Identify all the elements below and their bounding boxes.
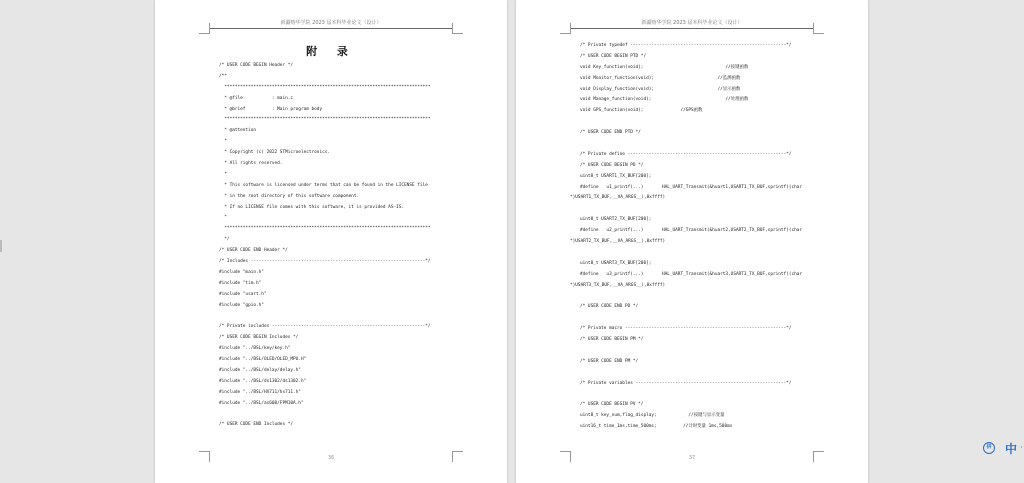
code-line: * [219,139,227,145]
header-rule [209,28,453,29]
code-line: uint16_t time_1ms,time_500ms; //计时变量 1ms,500ms [580,424,733,430]
code-listing [570,41,828,433]
code-line: void Display_function(void); //显示函数 [580,86,741,92]
window-edge-marker [0,240,2,252]
code-line: /* Private variables ---------------------------------------------------------*/ [580,380,792,386]
page-number: 36 [327,455,335,461]
code-line: * Copyright (c) 2022 STMicroelectronics. [219,150,331,156]
code-line: /* Includes ------------------------------------------------------------------*/ [219,259,431,265]
code-line: /* USER CODE END PM */ [580,358,639,364]
code-line: /* USER CODE BEGIN PV */ [580,402,644,408]
code-line: *)USART2_TX_BUF,__VA_ARGS__),0xffff) [570,239,666,245]
code-line: *)USART3_TX_BUF,__VA_ARGS__),0xffff) [570,282,666,288]
code-line: void Key_function(void); //按键函数 [580,64,749,70]
code-line: * in the root directory of this software component. [219,193,360,199]
code-line: ****************************************************************************** [219,117,431,123]
code-line [580,390,828,401]
code-line: void Monitor_function(void); //监测函数 [580,75,741,81]
code-line: #include "gpio.h" [219,302,264,308]
code-line [580,368,828,379]
code-line: * [219,215,227,221]
crop-mark [452,23,463,34]
code-line: #include "../BSL/as608/FPM10A.h" [219,400,304,406]
code-line: /* Private macro -------------------------------------------------------------*/ [580,326,792,332]
page-header: 新疆喀华学院 2023 届本科毕业论文（设计） [280,20,382,26]
code-line: /* Private define ------------------------------------------------------------*/ [580,151,792,157]
ime-mode-dot[interactable]: · [1020,443,1023,452]
code-line: /* USER CODE END PTD */ [580,130,641,136]
code-line: void Manage_function(void); //处理函数 [580,97,749,103]
code-line: #include "main.h" [219,269,264,275]
code-line: uint8_t USART1_TX_BUF[200]; [580,173,652,179]
code-line: #define u2_printf(...) HAL_UART_Transmit(&huart2,USART2_TX_BUF,sprintf((char [580,228,803,234]
document-page-left [155,0,507,483]
code-line [580,248,828,259]
code-line: #define u1_printf(...) HAL_UART_Transmit(&huart1,USART1_TX_BUF,sprintf((char [580,184,803,190]
crop-mark [813,23,824,34]
crop-mark [199,23,210,34]
code-line: /* USER CODE BEGIN PD */ [580,162,644,168]
code-line: /* USER CODE END PD */ [580,304,639,310]
code-line: void GPS_function(void); //GPS函数 [580,108,703,114]
code-line: #include "tim.h" [219,280,262,286]
code-line [580,313,828,324]
code-line: * @file : main.c [219,95,294,101]
code-line: #include "../BSL/HX711/hx711.h" [219,389,301,395]
code-line: #include "../BSL/ds1302/ds1302.h" [219,378,307,384]
crop-mark [560,23,571,34]
code-line: * @brief : Main program body [219,106,323,112]
code-line [580,204,828,215]
document-page-right [516,0,868,483]
code-line [580,117,828,128]
code-line: #define u3_printf(...) HAL_UART_Transmit(&huart3,USART3_TX_BUF,sprintf((char [580,271,803,277]
page-header: 新疆喀华学院 2023 届本科毕业论文（设计） [641,20,743,26]
ime-icon[interactable]: 拼 [983,442,995,454]
code-line: * This software is licensed under terms that can be found in the LICENSE file [219,182,428,188]
header-rule [570,28,814,29]
code-line: #include "../BSL/key/key.h" [219,346,291,352]
ime-language-label[interactable]: 中 [1005,442,1018,456]
code-line: *)USART1_TX_BUF,__VA_ARGS__),0xffff) [570,195,666,201]
code-line: uint8_t key_num,flag_display; //按键与显示变量 [580,413,725,419]
code-listing [219,61,467,431]
page-number: 37 [688,455,696,461]
code-line: * @attention [219,128,257,134]
code-line: #include "../BSL/OLED/OLED_MPU.H" [219,357,307,363]
code-line [219,311,467,322]
code-line: /* USER CODE BEGIN Includes */ [219,335,299,341]
code-line: * [219,171,227,177]
code-line: * All rights reserved. [219,161,283,167]
code-line: /* Private includes ----------------------------------------------------------*/ [219,324,431,330]
code-line: /* USER CODE BEGIN PM */ [580,337,644,343]
code-line: * If no LICENSE file comes with this software, it is provided AS-IS. [219,204,405,210]
code-line [580,139,828,150]
code-line: /* USER CODE END Header */ [219,248,288,254]
code-line: #include "../BSL/delay/delay.h" [219,367,301,373]
code-line: /* Private typedef -----------------------------------------------------------*/ [580,43,792,48]
ime-language-indicator[interactable] [983,441,1024,457]
code-line: ****************************************************************************** [219,226,431,232]
code-line: */ [219,237,230,243]
code-line: /** [219,73,227,79]
code-line: ****************************************************************************** [219,84,431,90]
code-line: uint8_t USART3_TX_BUF[200]; [580,260,652,266]
code-line: /* USER CODE BEGIN Header */ [219,63,294,68]
appendix-title: 附 录 [306,45,356,58]
code-line [219,410,467,421]
code-line [580,291,828,302]
code-line [580,346,828,357]
code-line: /* USER CODE END Includes */ [219,422,294,428]
code-line: /* USER CODE BEGIN PTD */ [580,53,647,59]
code-line: uint8_t USART2_TX_BUF[200]; [580,217,652,223]
code-line: #include "usart.h" [219,291,267,297]
